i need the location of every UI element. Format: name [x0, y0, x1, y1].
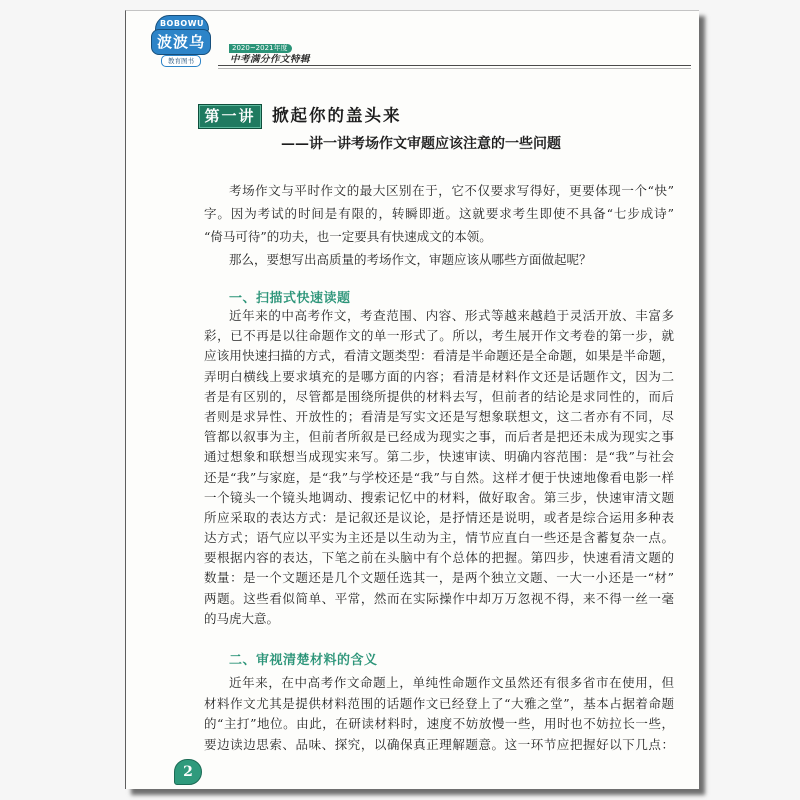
- section-paragraph: [204, 306, 674, 629]
- year-badge: 2020~2021年度: [229, 44, 292, 53]
- publisher-logo: [149, 15, 213, 69]
- lecture-number-label: 第一讲: [198, 104, 262, 129]
- header-divider: [218, 65, 691, 69]
- text-line: 所应采取的表达方式：是记叙还是议论，是抒情还是说明，或者是综合运用多种表: [204, 509, 674, 525]
- logo-name: 波波乌: [151, 29, 211, 55]
- intro-question-paragraph: [204, 248, 674, 271]
- text-line: 通过想象和联想当成现实来写。第二步，快速审读、明确内容范围：是“我”与社会: [204, 449, 674, 465]
- text-line: 近年来的中高考作文，考查范围、内容、形式等越来越趋于灵活开放、丰富多: [229, 308, 674, 323]
- series-title: 中考满分作文特辑: [230, 54, 311, 65]
- text-line: “倚马可待”的功夫，也一定要具有快速成文的本领。: [204, 229, 492, 244]
- intro-section: [204, 179, 674, 271]
- text-line: 应该用快速扫描的方式，看清文题类型：看清是半命题还是全命题，如果是半命题，: [204, 348, 674, 364]
- section-paragraph: [204, 673, 674, 756]
- text-line: 者则是求异性、开放性的；看清是写实文还是写想象联想文，这二者亦有不同，尽: [204, 408, 674, 424]
- intro-paragraph: [204, 179, 674, 248]
- page-number: 2: [174, 759, 202, 785]
- logo-tagline: 教育图书: [161, 55, 201, 67]
- text-line: 那么，要想写出高质量的考场作文，审题应该从哪些方面做起呢？: [229, 252, 592, 267]
- text-line: 材料作文尤其是提供材料范围的话题作文已经登上了“大雅之堂”，基本占据着命题: [204, 695, 674, 711]
- logo-wordmark: BOBOWU: [155, 15, 209, 31]
- section-heading: 一、扫描式快速读题: [229, 291, 351, 306]
- text-line: 字。因为考试的时间是有限的，转瞬即逝。这就要求考生即使不具备“七步成诗”: [204, 206, 674, 221]
- text-line: 达方式；语气应以平实为主还是以生动为主，情节应直白一些还是含蓄复杂一点。: [204, 530, 674, 546]
- text-line: 的马虎大意。: [204, 610, 280, 626]
- text-line: 要根据内容的表达，下笔之前在头脑中有个总体的把握。第四步，快速看清文题的: [204, 550, 674, 566]
- text-line: 彩，已不再是以往命题作文的单一形式了。所以，考生展开作文考卷的第一步，就: [204, 328, 674, 344]
- text-line: 一个镜头一个镜头地调动、搜索记忆中的材料，做好取舍。第三步，快速审清文题: [204, 489, 674, 505]
- text-line: 两题。这些看似简单、平常，然而在实际操作中却万万忽视不得，来不得一丝一毫: [204, 590, 674, 606]
- text-line: 弄明白横线上要求填充的是哪方面的内容；看清是材料作文还是话题作文，因为二: [204, 368, 674, 384]
- text-line: 者是有区别的，尽管都是围绕所提供的材料去写，但前者的结论是求同性的，而后: [204, 388, 674, 404]
- lecture-title: 掀起你的盖头来: [272, 106, 402, 125]
- text-line: 管都以叙事为主，但前者所叙是已经成为现实之事，而后者是把还未成为现实之事: [204, 429, 674, 445]
- book-page: [125, 10, 699, 789]
- text-line: 的“主打”地位。由此，在研读材料时，速度不妨放慢一些，用时也不妨拉长一些，: [204, 716, 674, 732]
- text-line: 数量：是一个文题还是几个文题任选其一，是两个独立文题、一大一小还是一“材”: [204, 570, 674, 586]
- section-heading: 二、审视清楚材料的含义: [229, 653, 378, 668]
- text-line: 近年来，在中高考作文命题上，单纯性命题作文虽然还有很多省市在使用，但: [229, 675, 674, 690]
- text-line: 还是“我”与家庭，是“我”与学校还是“我”与自然。这样才便于快速地像看电影一样: [204, 469, 674, 485]
- text-line: 考场作文与平时作文的最大区别在于，它不仅要求写得好，更要体现一个“快”: [229, 183, 674, 198]
- text-line: 要边读边思索、品味、探究，以确保真正理解题意。这一环节应把握好以下几点：: [204, 737, 674, 753]
- lecture-subtitle: ——讲一讲考场作文审题应该注意的一些问题: [281, 136, 561, 152]
